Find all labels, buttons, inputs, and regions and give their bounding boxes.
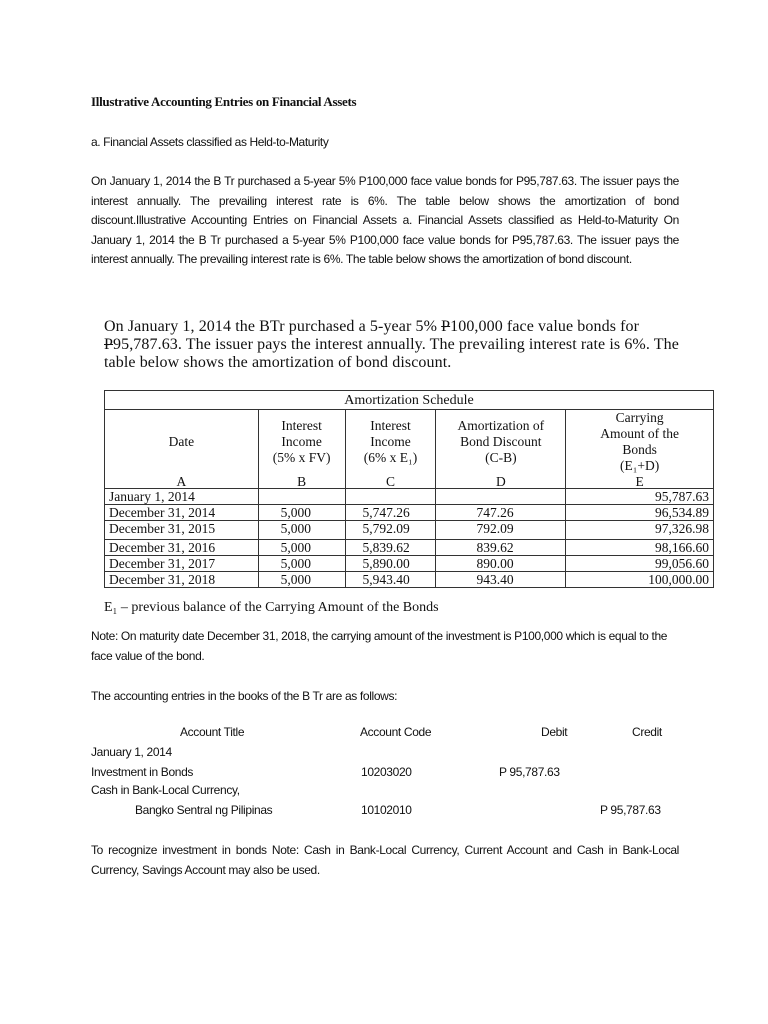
entries-header-account-code: Account Code (360, 725, 432, 739)
row-carrying: 97,326.98 (566, 521, 714, 540)
section-subheading: a. Financial Assets classified as Held-to-Maturity (91, 135, 329, 149)
row-interest-e1 (345, 489, 436, 505)
entry-account-title: Investment in Bonds (91, 765, 194, 779)
header-line: Carrying (615, 410, 664, 425)
row-amortization: 792.09 (436, 521, 566, 540)
row-interest-e1: 5,792.09 (345, 521, 436, 540)
row-amortization (436, 489, 566, 505)
image-excerpt-text (104, 318, 714, 372)
row-carrying: 100,000.00 (566, 572, 714, 588)
excerpt-part2: 100,000 face value bonds for (450, 318, 640, 335)
row-interest-e1: 5,839.62 (345, 540, 436, 556)
peso-sign: P (441, 318, 451, 335)
header-line: (C-B) (485, 450, 517, 465)
row-interest-fv: 5,000 (258, 572, 345, 588)
header-line: Bonds (622, 442, 657, 457)
row-carrying: 95,787.63 (566, 489, 714, 505)
table-row (105, 572, 714, 588)
header-interest-e1 (345, 410, 436, 475)
entries-intro: The accounting entries in the books of the B Tr are as follows: (91, 689, 398, 703)
header-line: Income (281, 434, 322, 449)
intro-paragraph: On January 1, 2014 the B Tr purchased a 5-year 5% P100,000 face value bonds for P95,787.63. The issuer pays the interest annually. The prevailing interest rate is 6%. The table below shows the amortization of bond discount.Illustrative Accounting Entries on Financial Assets a. Financial Assets classified as Held-to-Maturity On January 1, 2014 the B Tr purchased a 5-year 5% P100,000 face value bonds for P95,787.63. The issuer pays the interest annually. The prevailing interest rate is 6%. The table below shows the amortization of bond discount. (91, 174, 679, 267)
column-letter: A (105, 474, 259, 489)
table-row (105, 489, 714, 505)
row-amortization: 890.00 (436, 556, 566, 572)
row-interest-fv: 5,000 (258, 556, 345, 572)
header-line: Bond Discount (460, 434, 542, 449)
entry-account-code: 10102010 (361, 803, 412, 817)
header-carrying (566, 410, 714, 475)
row-date: December 31, 2014 (105, 505, 259, 521)
entries-date: January 1, 2014 (91, 745, 172, 759)
table-row (105, 540, 714, 556)
entries-header-credit: Credit (632, 725, 662, 739)
row-date: December 31, 2015 (105, 521, 259, 540)
header-line: Interest (370, 418, 411, 433)
row-date: December 31, 2018 (105, 572, 259, 588)
row-interest-fv: 5,000 (258, 505, 345, 521)
column-letter: E (566, 474, 714, 489)
table-footnote: E₁ – previous balance of the Carrying Amount of the Bonds (104, 600, 439, 615)
row-interest-fv: 5,000 (258, 521, 345, 540)
maturity-note: Note: On maturity date December 31, 2018, the carrying amount of the investment is P100,000 which is equal to the face value of the bond. (91, 629, 668, 663)
page-title: Illustrative Accounting Entries on Financial Assets (91, 94, 357, 109)
entry-debit: P 95,787.63 (499, 765, 560, 779)
table-row (105, 505, 714, 521)
row-interest-e1: 5,747.26 (345, 505, 436, 521)
table-row (105, 521, 714, 540)
header-line: Amortization of (457, 418, 545, 433)
row-interest-fv (258, 489, 345, 505)
amortization-table (104, 390, 714, 588)
row-carrying: 99,056.60 (566, 556, 714, 572)
header-interest-fv (258, 410, 345, 475)
row-interest-fv: 5,000 (258, 540, 345, 556)
column-letter: D (436, 474, 566, 489)
row-date: December 31, 2016 (105, 540, 259, 556)
header-amortization (436, 410, 566, 475)
closing-paragraph: To recognize investment in bonds Note: Cash in Bank-Local Currency, Current Account and Cash in Bank-Local Currency, Savings Account may also be used. (91, 843, 679, 877)
row-interest-e1: 5,943.40 (345, 572, 436, 588)
header-line: (5% x FV) (272, 450, 331, 465)
header-line: (6% x E₁) (363, 450, 418, 465)
row-date: January 1, 2014 (105, 489, 259, 505)
row-carrying: 96,534.89 (566, 505, 714, 521)
entries-header-debit: Debit (541, 725, 568, 739)
excerpt-part3: 95,787.63. The issuer pays the interest annually. The prevailing interest rate is 6%. The table below shows the amortization of bond discount. (104, 336, 679, 371)
table-row (105, 556, 714, 572)
row-amortization: 747.26 (436, 505, 566, 521)
entry-account-title: Cash in Bank-Local Currency, (91, 783, 240, 797)
row-amortization: 943.40 (436, 572, 566, 588)
entry-credit: P 95,787.63 (600, 803, 661, 817)
header-date: Date (105, 410, 259, 475)
header-line: Amount of the (600, 426, 679, 441)
row-amortization: 839.62 (436, 540, 566, 556)
row-interest-e1: 5,890.00 (345, 556, 436, 572)
column-letter: C (345, 474, 436, 489)
amortization-schedule (104, 390, 714, 588)
table-caption: Amortization Schedule (105, 391, 714, 410)
entry-account-code: 10203020 (361, 765, 412, 779)
entry-account-title: Bangko Sentral ng Pilipinas (135, 803, 273, 817)
peso-sign: P (104, 336, 113, 353)
header-line: Interest (281, 418, 322, 433)
row-carrying: 98,166.60 (566, 540, 714, 556)
excerpt-part1: On January 1, 2014 the BTr purchased a 5-year 5% (104, 318, 442, 335)
row-date: December 31, 2017 (105, 556, 259, 572)
header-line: Income (370, 434, 411, 449)
header-line: (E₁+D) (619, 458, 660, 473)
column-letter: B (258, 474, 345, 489)
entries-header-account-title: Account Title (180, 725, 245, 739)
